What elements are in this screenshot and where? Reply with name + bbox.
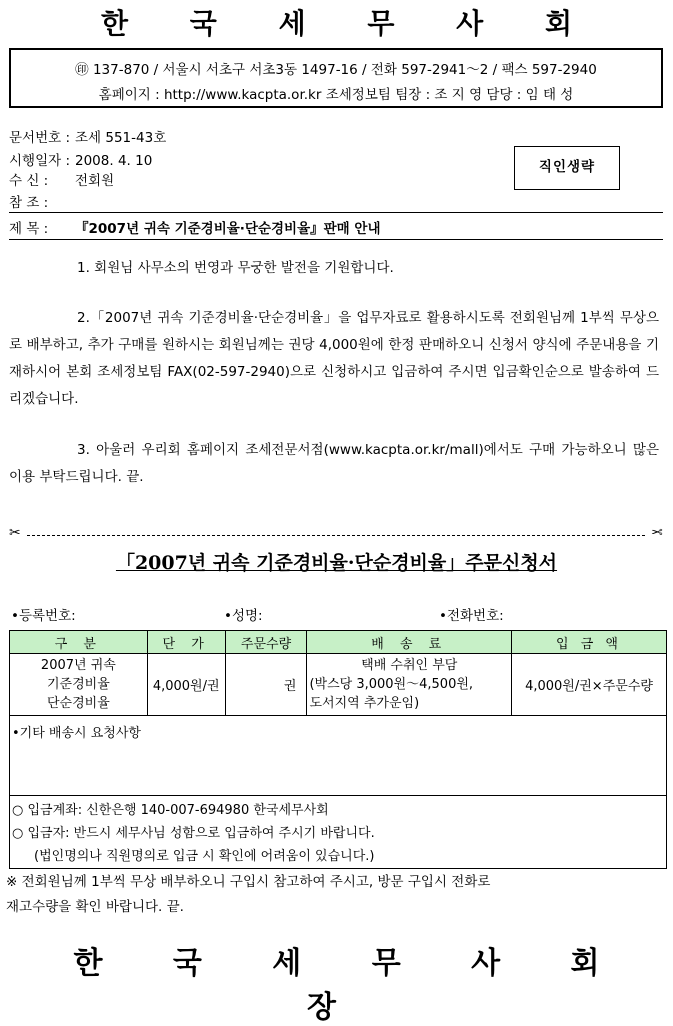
column-quantity: 주문수량 bbox=[225, 631, 307, 654]
account-line: ○ 입금계좌: 신한은행 140-007-694980 한국세무사회 bbox=[12, 803, 329, 818]
phone-label: •전화번호: bbox=[439, 608, 504, 624]
paragraph-1: 1. 회원님 사무소의 번영과 무궁한 발전을 기원합니다. bbox=[77, 260, 394, 276]
payment-info-row bbox=[10, 796, 667, 869]
paragraph-3: 3. 아울러 우리회 홈페이지 조세전문서점(www.kacpta.or.kr/mall)에서도 구매 가능하오니 많은 이용 부탁드립니다. 끝. bbox=[9, 442, 659, 485]
address-line: ㊞ 137-870 / 서울시 서초구 서초3동 1497-16 / 전화 597-2941～2 / 팩스 597-2940 bbox=[75, 62, 597, 78]
divider bbox=[9, 239, 663, 240]
shipping-cell: 택배 수취인 부담 (박스당 3,000원～4,500원, 도서지역 추가운임) bbox=[307, 654, 512, 716]
depositor-note: (법인명의나 직원명의로 입금 시 확인에 어려움이 있습니다.) bbox=[34, 849, 375, 864]
date-row bbox=[9, 149, 152, 169]
subject-label: 제 목 : bbox=[9, 221, 49, 237]
address-box bbox=[9, 48, 663, 108]
contact-line: 홈페이지 : http://www.kacpta.or.kr 조세정보팀 팀장 : 조 지 영 담당 : 임 태 성 bbox=[98, 87, 574, 103]
amount-cell: 4,000원/권×주문수량 bbox=[512, 654, 667, 716]
doc-number-label: 문서번호 : bbox=[9, 130, 71, 146]
date-label: 시행일자 : bbox=[9, 153, 71, 169]
quantity-input[interactable]: 권 bbox=[225, 654, 307, 716]
recipient-row bbox=[9, 169, 114, 189]
notice-line-2: 재고수량을 확인 바랍니다. 끝. bbox=[6, 899, 184, 915]
scissors-icon: ✂ bbox=[651, 525, 663, 541]
paragraph-2: 2.「2007년 귀속 기준경비율·단순경비율」을 업무자료로 활용하시도록 전회원님께 1부씩 무상으로 배부하고, 추가 구매를 원하시는 회원님께는 권당 4,000원에 한정 판매하오니 신청서 양식에 주문내용을 기재하시어 본회 조세정보팀 FAX(02-597-2940)으로 신청하시고 입금하여 주시면 입금확인순으로 발송하여 드리겠습니다. bbox=[9, 310, 659, 407]
recipient-label: 수 신 : bbox=[9, 173, 49, 189]
column-category: 구 분 bbox=[10, 631, 148, 654]
cut-line bbox=[9, 525, 663, 542]
recipient-value: 전회원 bbox=[75, 173, 115, 189]
divider bbox=[9, 212, 663, 213]
signature-title: 한 국 세 무 사 회 장 bbox=[73, 946, 630, 1025]
price-cell: 4,000원/권 bbox=[147, 654, 225, 716]
column-shipping: 배 송 료 bbox=[307, 631, 512, 654]
order-table-header bbox=[10, 631, 667, 654]
subject-row bbox=[9, 217, 381, 237]
depositor-line: ○ 입금자: 반드시 세무사님 성함으로 입금하여 주시기 바랍니다. bbox=[12, 826, 375, 841]
table-row bbox=[10, 654, 667, 716]
delivery-request-row bbox=[10, 716, 667, 796]
scissors-icon: ✂ bbox=[9, 525, 21, 541]
reference-label: 참 조 : bbox=[9, 195, 49, 211]
doc-number: 조세 551-43호 bbox=[75, 130, 167, 146]
name-label: •성명: bbox=[224, 608, 263, 624]
delivery-request-field[interactable]: •기타 배송시 요청사항 bbox=[10, 716, 667, 796]
column-price: 단 가 bbox=[147, 631, 225, 654]
notice-line-1: ※ 전회원님께 1부씩 무상 배부하오니 구입시 참고하여 주시고, 방문 구입시 전화로 bbox=[6, 874, 491, 890]
column-amount: 입 금 액 bbox=[512, 631, 667, 654]
item-cell: 2007년 귀속 기준경비율 단순경비율 bbox=[10, 654, 148, 716]
order-table bbox=[9, 630, 667, 869]
registration-number-label: •등록번호: bbox=[11, 608, 76, 624]
date-value: 2008. 4. 10 bbox=[75, 153, 153, 169]
payment-info bbox=[10, 796, 667, 869]
form-title: 「2007년 귀속 기준경비율·단순경비율」주문신청서 bbox=[115, 552, 558, 574]
seal-omitted-stamp: 직인생략 bbox=[514, 146, 620, 190]
subject-value: 『2007년 귀속 기준경비율·단순경비율』판매 안내 bbox=[75, 221, 381, 237]
document-title: 한 국 세 무 사 회 bbox=[100, 7, 599, 40]
reference-row bbox=[9, 191, 75, 211]
doc-number-row bbox=[9, 126, 166, 146]
